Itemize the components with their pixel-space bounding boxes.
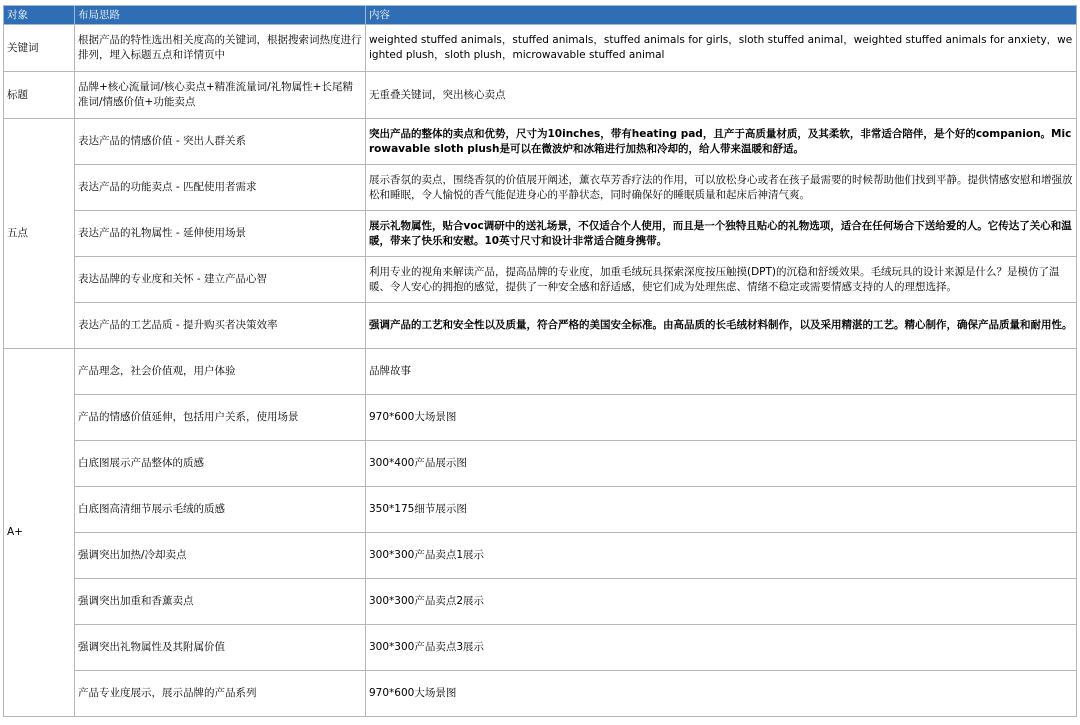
content-aplus-2: 970*600大场景图 bbox=[366, 395, 1077, 441]
content-aplus-5: 300*300产品卖点1展示 bbox=[366, 533, 1077, 579]
object-keyword: 关键词 bbox=[4, 25, 75, 72]
approach-aplus-6: 强调突出加重和香薰卖点 bbox=[75, 579, 366, 625]
table-row-aplus bbox=[4, 625, 1077, 671]
table-row-bullet bbox=[4, 211, 1077, 257]
header-approach: 布局思路 bbox=[75, 6, 366, 25]
table-row-aplus bbox=[4, 487, 1077, 533]
table-row-bullet bbox=[4, 165, 1077, 211]
approach-bullet-4: 表达品牌的专业度和关怀 - 建立产品心智 bbox=[75, 257, 366, 303]
object-aplus: A+ bbox=[4, 349, 75, 717]
approach-title: 品牌+核心流量词/核心卖点+精准流量词/礼物属性+长尾精准词/情感价值+功能卖点 bbox=[75, 72, 366, 119]
table-row-bullet bbox=[4, 119, 1077, 165]
content-aplus-7: 300*300产品卖点3展示 bbox=[366, 625, 1077, 671]
object-title: 标题 bbox=[4, 72, 75, 119]
content-aplus-4: 350*175细节展示图 bbox=[366, 487, 1077, 533]
header-object: 对象 bbox=[4, 6, 75, 25]
approach-aplus-2: 产品的情感价值延伸，包括用户关系，使用场景 bbox=[75, 395, 366, 441]
approach-aplus-7: 强调突出礼物属性及其附属价值 bbox=[75, 625, 366, 671]
header-row bbox=[4, 6, 1077, 25]
header-content: 内容 bbox=[366, 6, 1077, 25]
content-bullet-2: 展示香氛的卖点，围绕香氛的价值展开阐述，薰衣草芳香疗法的作用，可以放松身心或者在孩子最需要的时候帮助他们找到平静。提供情感安慰和增强放松和睡眠，令人愉悦的香气能促进身心的平静状态，同时确保好的睡眠质量和起床后神清气爽。 bbox=[366, 165, 1077, 211]
content-keyword: weighted stuffed animals，stuffed animals，stuffed animals for girls，sloth stuffed animal，weighted stuffed animals for anxiety，weighted plush，sloth plush，microwavable stuffed animal bbox=[366, 25, 1077, 72]
approach-bullet-2: 表达产品的功能卖点 - 匹配使用者需求 bbox=[75, 165, 366, 211]
content-aplus-1: 品牌故事 bbox=[366, 349, 1077, 395]
approach-aplus-5: 强调突出加热/冷却卖点 bbox=[75, 533, 366, 579]
table-row-keyword bbox=[4, 25, 1077, 72]
approach-aplus-8: 产品专业度展示，展示品牌的产品系列 bbox=[75, 671, 366, 717]
approach-bullet-1: 表达产品的情感价值 - 突出人群关系 bbox=[75, 119, 366, 165]
content-bullet-3: 展示礼物属性，贴合voc调研中的送礼场景，不仅适合个人使用，而且是一个独特且贴心的礼物选项，适合在任何场合下送给爱的人。它传达了关心和温暖，带来了快乐和安慰。10英寸尺寸和设计非常适合随身携带。 bbox=[366, 211, 1077, 257]
table-row-aplus bbox=[4, 395, 1077, 441]
content-bullet-1: 突出产品的整体的卖点和优势，尺寸为10inches，带有heating pad，且产于高质量材质，及其柔软，非常适合陪伴，是个好的companion。Microwavable sloth plush是可以在微波炉和冰箱进行加热和冷却的，给人带来温暖和舒适。 bbox=[366, 119, 1077, 165]
layout-plan-table bbox=[3, 5, 1077, 717]
object-bullets: 五点 bbox=[4, 119, 75, 349]
approach-bullet-5: 表达产品的工艺品质 - 提升购买者决策效率 bbox=[75, 303, 366, 349]
content-title: 无重叠关键词，突出核心卖点 bbox=[366, 72, 1077, 119]
table-row-bullet bbox=[4, 257, 1077, 303]
approach-aplus-3: 白底图展示产品整体的质感 bbox=[75, 441, 366, 487]
table-row-bullet bbox=[4, 303, 1077, 349]
approach-aplus-4: 白底图高清细节展示毛绒的质感 bbox=[75, 487, 366, 533]
table-row-aplus bbox=[4, 671, 1077, 717]
table-row-aplus bbox=[4, 579, 1077, 625]
approach-aplus-1: 产品理念，社会价值观，用户体验 bbox=[75, 349, 366, 395]
content-bullet-5: 强调产品的工艺和安全性以及质量，符合严格的美国安全标准。由高品质的长毛绒材料制作，以及采用精湛的工艺。精心制作，确保产品质量和耐用性。 bbox=[366, 303, 1077, 349]
content-aplus-8: 970*600大场景图 bbox=[366, 671, 1077, 717]
content-aplus-6: 300*300产品卖点2展示 bbox=[366, 579, 1077, 625]
content-bullet-4: 利用专业的视角来解读产品，提高品牌的专业度，加重毛绒玩具探索深度按压触摸(DPT)的沉稳和舒缓效果。毛绒玩具的设计来源是什么？是模仿了温暖、令人安心的拥抱的感觉，提供了一种安全感和舒适感，使它们成为处理焦虑、情绪不稳定或需要情感支持的人的理想选择。 bbox=[366, 257, 1077, 303]
table-row-aplus bbox=[4, 533, 1077, 579]
table-row-aplus bbox=[4, 349, 1077, 395]
content-aplus-3: 300*400产品展示图 bbox=[366, 441, 1077, 487]
approach-bullet-3: 表达产品的礼物属性 - 延伸使用场景 bbox=[75, 211, 366, 257]
approach-keyword: 根据产品的特性选出相关度高的关键词，根据搜索词热度进行排列，埋入标题五点和详情页中 bbox=[75, 25, 366, 72]
table-row-title bbox=[4, 72, 1077, 119]
table-row-aplus bbox=[4, 441, 1077, 487]
